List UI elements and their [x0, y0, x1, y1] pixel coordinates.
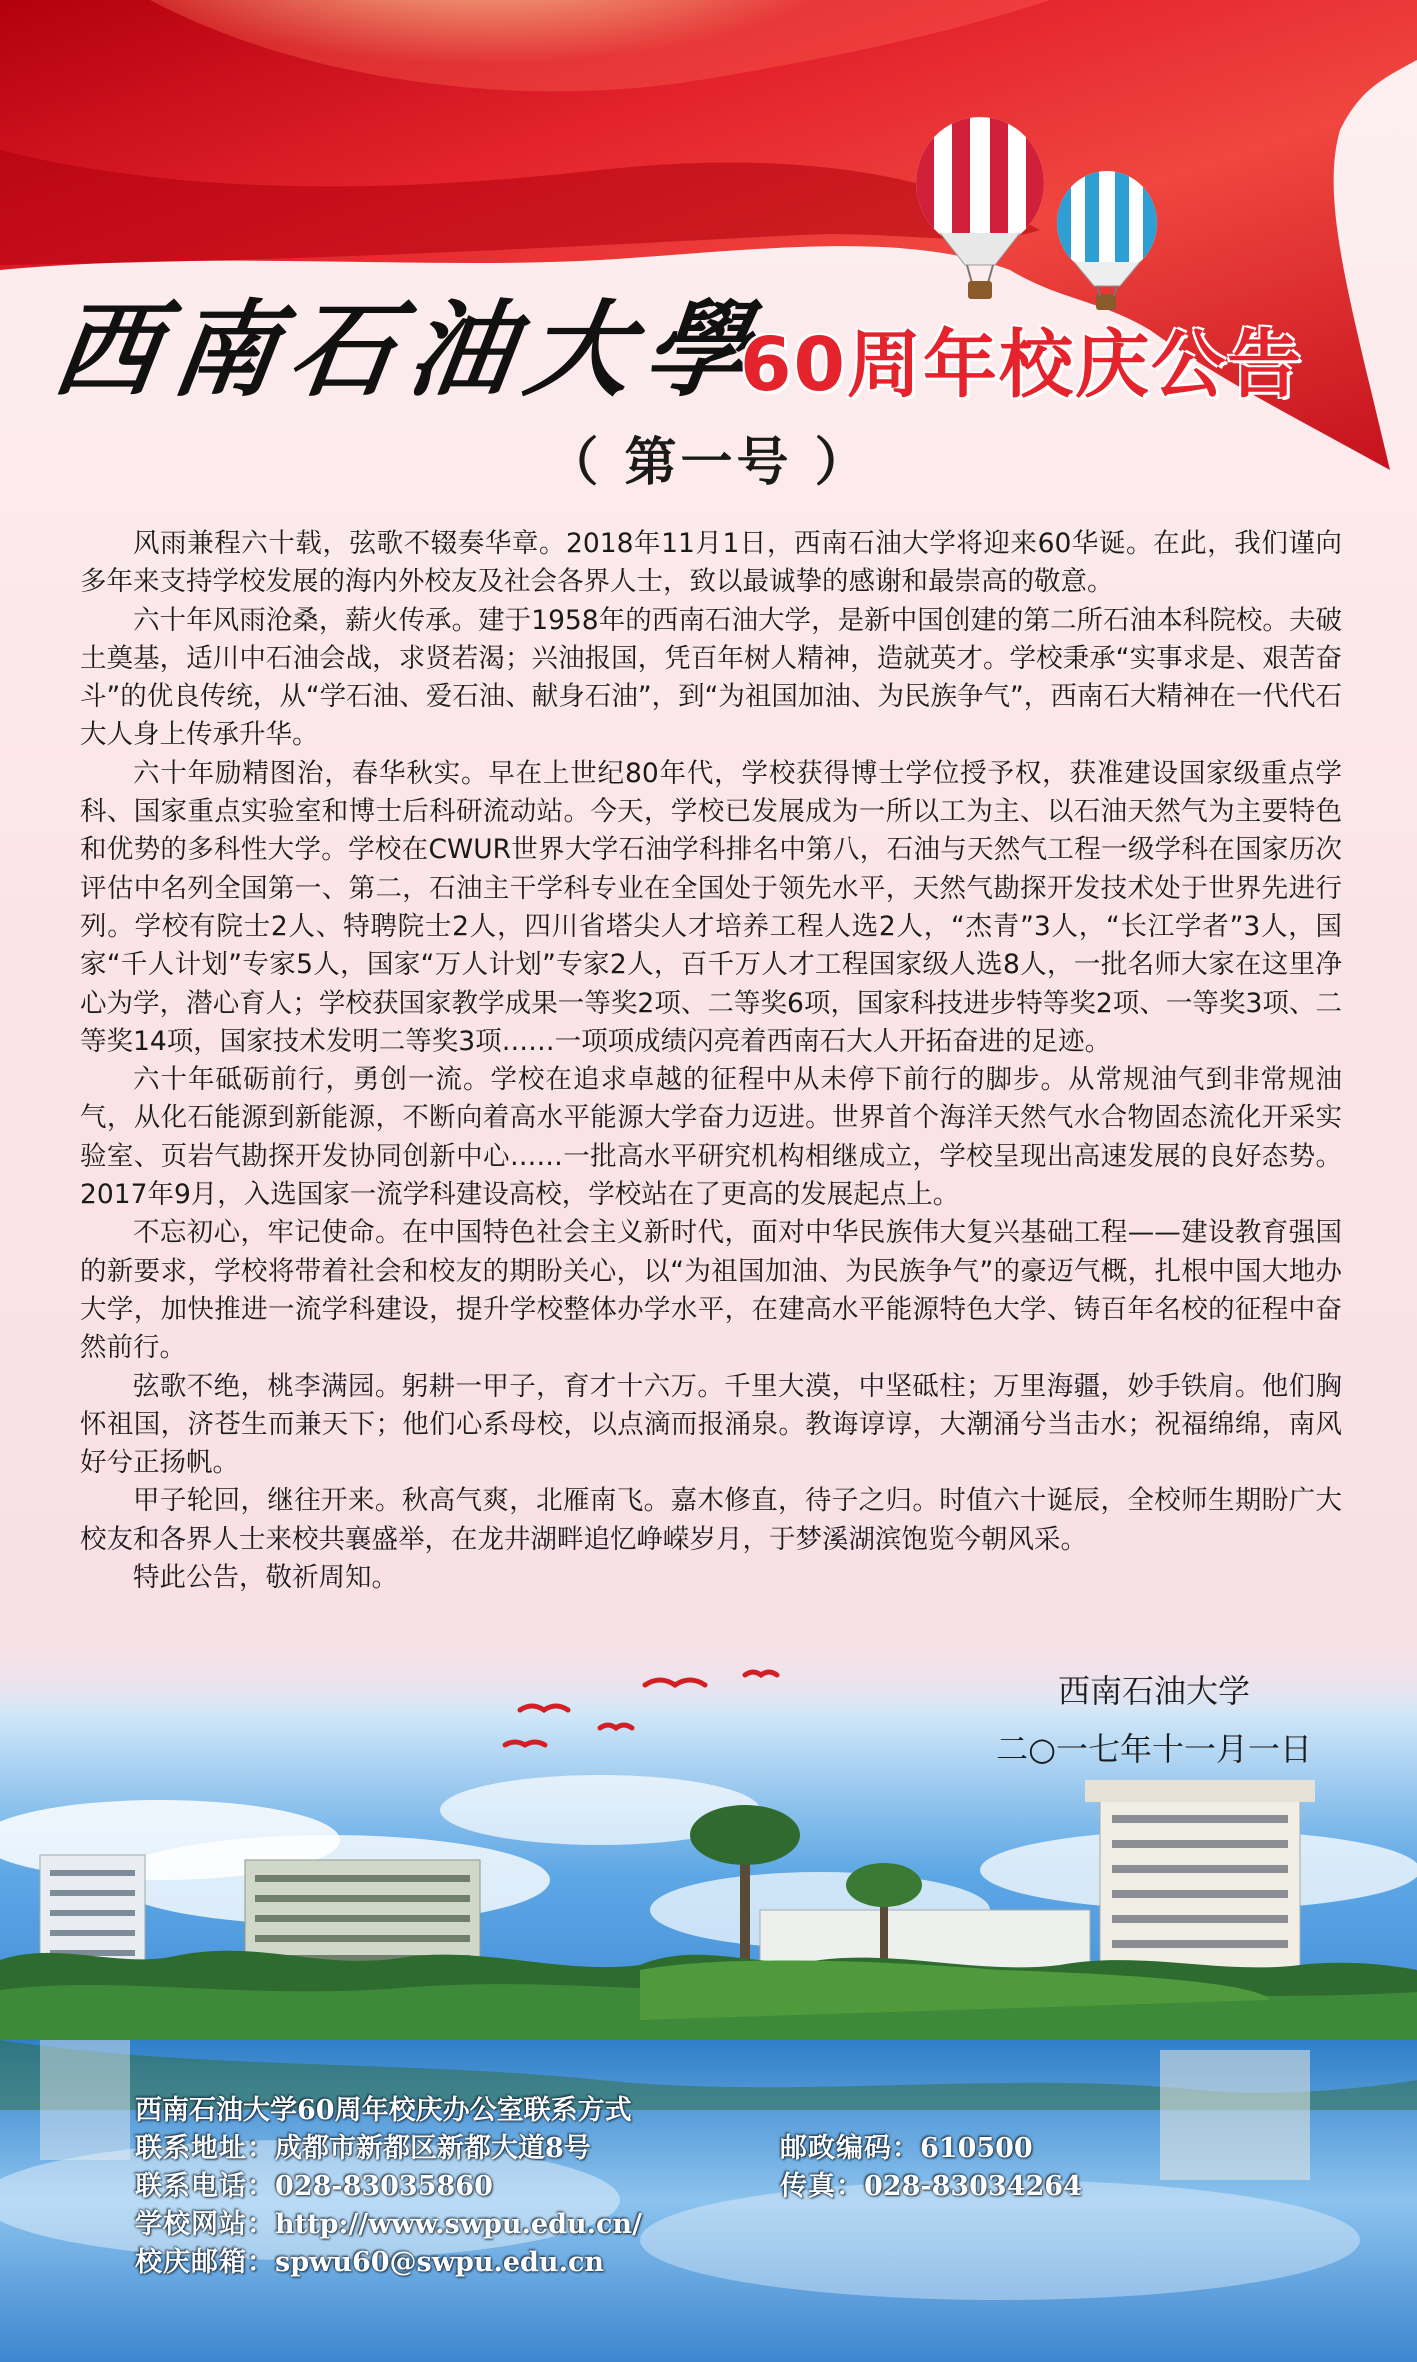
address-value: 成都市新都区新都大道8号 — [275, 2133, 591, 2164]
announcement-body — [80, 525, 1342, 1597]
email-link[interactable]: spwu60@swpu.edu.cn — [275, 2247, 605, 2278]
paragraph: 甲子轮回，继往开来。秋高气爽，北雁南飞。嘉木修直，待子之归。时值六十诞辰，全校师生期盼广大校友和各界人士来校共襄盛举，在龙井湖畔追忆峥嵘岁月，于梦溪湖滨饱览今朝风采。 — [80, 1485, 1342, 1555]
red-balloon-icon — [910, 115, 1050, 305]
paragraph: 六十年砥砺前行，勇创一流。学校在追求卓越的征程中从未停下前行的脚步。从常规油气到非常规油气，从化石能源到新能源，不断向着高水平能源大学奋力迈进。世界首个海洋天然气水合物固态流化开采实验室、页岩气勘探开发协同创新中心……一批高水平研究机构相继成立，学校呈现出高速发展的良好态势。2017年9月，入选国家一流学科建设高校，学校站在了更高的发展起点上。 — [80, 1064, 1342, 1211]
contact-row-address — [135, 2130, 1335, 2168]
contact-row-email — [135, 2244, 1335, 2282]
signature-org: 西南石油大学 — [1058, 1672, 1251, 1710]
issue-number: （ 第一号 ） — [546, 433, 871, 493]
phone-value: 028-83035860 — [275, 2171, 493, 2202]
fax-value: 028-83034264 — [864, 2171, 1082, 2202]
address-label: 联系地址： — [135, 2133, 275, 2164]
announcement-title: 60周年校庆公告 — [740, 322, 1303, 408]
phone-label: 联系电话： — [135, 2171, 275, 2202]
email-label: 校庆邮箱： — [135, 2247, 275, 2278]
paragraph: 特此公告，敬祈周知。 — [133, 1562, 398, 1594]
signature-date: 二○一七年十一月一日 — [996, 1730, 1312, 1768]
contact-heading — [135, 2092, 1335, 2130]
website-label: 学校网站： — [135, 2209, 275, 2240]
contact-row-phone — [135, 2168, 1335, 2206]
paragraph: 六十年励精图治，春华秋实。早在上世纪80年代，学校获得博士学位授予权，获准建设国家级重点学科、国家重点实验室和博士后科研流动站。今天，学校已发展成为一所以工为主、以石油天然气为主要特色和优势的多科性大学。学校在CWUR世界大学石油学科排名中第八，石油与天然气工程一级学科在国家历次评估中名列全国第一、第二，石油主干学科专业在全国处于领先水平，天然气勘探开发技术处于世界先进行列。学校有院士2人、特聘院士2人，四川省塔尖人才培养工程人选2人，“杰青”3人，“长江学者”3人，国家“千人计划”专家5人，国家“万人计划”专家2人，百千万人才工程国家级人选8人，一批名师大家在这里净心为学，潜心育人；学校获国家教学成果一等奖2项、二等奖6项，国家科技进步特等奖2项、一等奖3项、二等奖14项，国家技术发明二等奖3项……一项项成绩闪亮着西南石大人开拓奋进的足迹。 — [80, 757, 1342, 1057]
school-name-calligraphy: 西南石油大學 — [46, 288, 772, 411]
paragraph: 弦歌不绝，桃李满园。躬耕一甲子，育才十六万。千里大漠，中坚砥柱；万里海疆，妙手铁肩。他们胸怀祖国，济苍生而兼天下；他们心系母校，以点滴而报涌泉。教诲谆谆，大潮涌兮当击水；祝福绵绵，南风好兮正扬帆。 — [80, 1370, 1342, 1479]
signature-block — [996, 1662, 1312, 1778]
contact-info — [135, 2092, 1335, 2282]
website-link[interactable]: http://www.swpu.edu.cn/ — [275, 2209, 642, 2240]
contact-heading-text: 西南石油大学60周年校庆办公室联系方式 — [135, 2095, 632, 2126]
blue-balloon-icon — [1052, 168, 1162, 318]
paragraph: 风雨兼程六十载，弦歌不辍奏华章。2018年11月1日，西南石油大学将迎来60华诞。在此，我们谨向多年来支持学校发展的海内外校友及社会各界人士，致以最诚挚的感谢和最崇高的敬意。 — [80, 528, 1342, 598]
contact-row-website — [135, 2206, 1335, 2244]
fax-label: 传真： — [780, 2171, 864, 2202]
postcode-label: 邮政编码： — [780, 2133, 920, 2164]
postcode-value: 610500 — [920, 2133, 1033, 2164]
paragraph: 六十年风雨沧桑，薪火传承。建于1958年的西南石油大学，是新中国创建的第二所石油本科院校。夫破土奠基，适川中石油会战，求贤若渴；兴油报国，凭百年树人精神，造就英才。学校秉承“实事求是、艰苦奋斗”的优良传统，从“学石油、爱石油、献身石油”，到“为祖国加油、为民族争气”，西南石大精神在一代代石大人身上传承升华。 — [80, 604, 1342, 751]
paragraph: 不忘初心，牢记使命。在中国特色社会主义新时代，面对中华民族伟大复兴基础工程——建设教育强国的新要求，学校将带着社会和校友的期盼关心，以“为祖国加油、为民族争气”的豪迈气概，扎根中国大地办大学，加快推进一流学科建设，提升学校整体办学水平，在建高水平能源特色大学、铸百年名校的征程中奋然前行。 — [80, 1217, 1342, 1364]
